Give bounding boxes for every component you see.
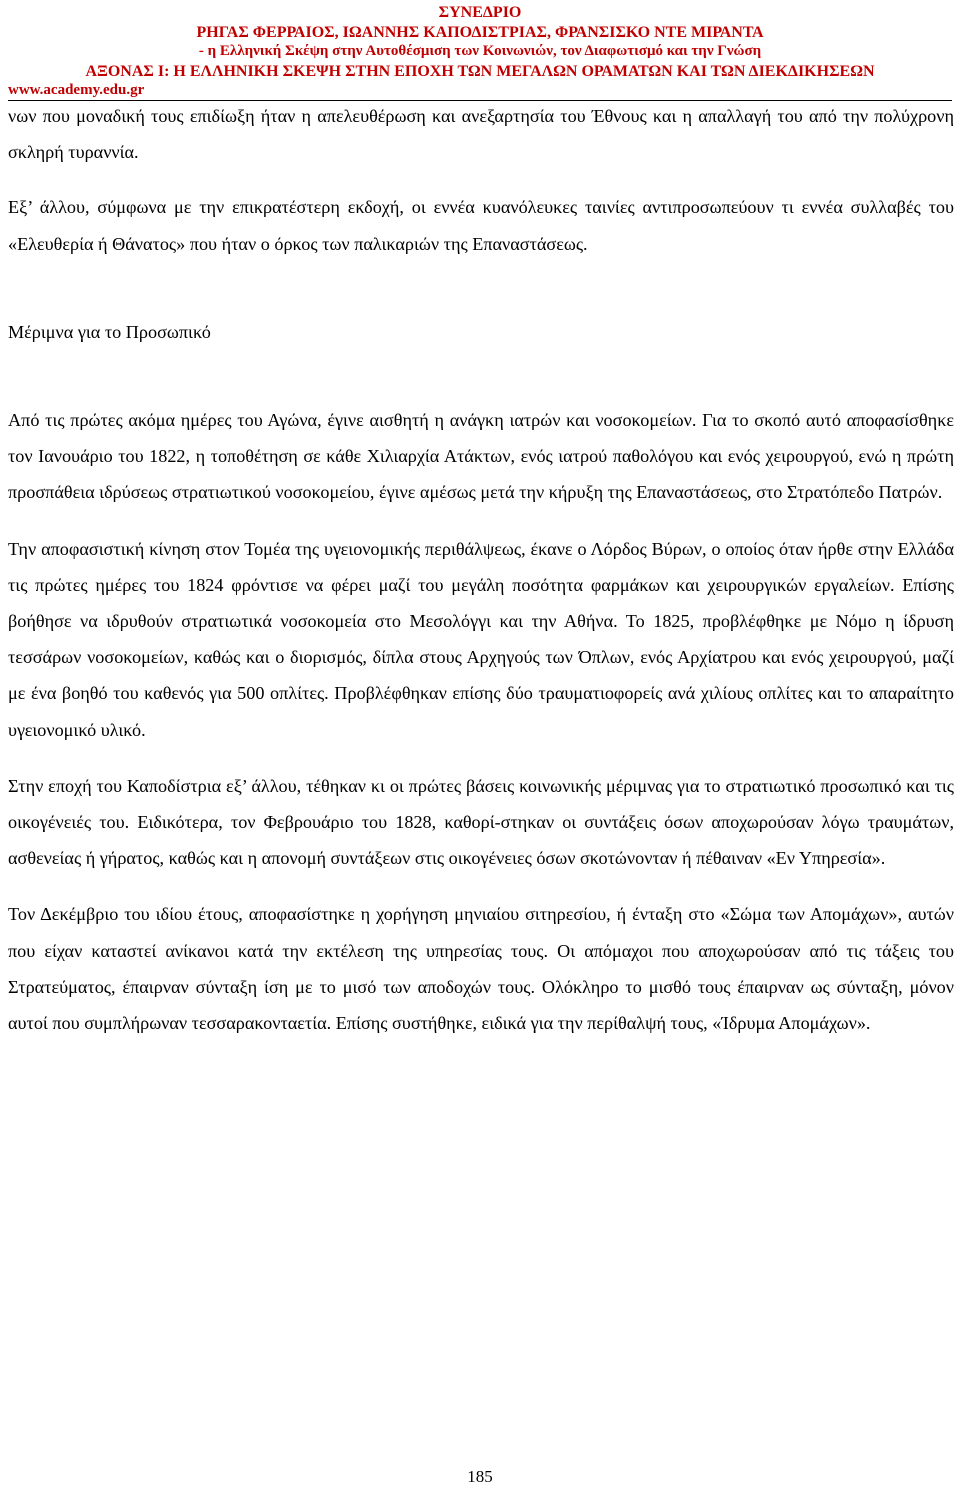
section-heading: Μέριμνα για το Προσωπικό (8, 321, 211, 342)
paragraph: νων που μοναδική τους επιδίωξη ήταν η απελευθέρωση και ανεξαρτησία του Έθνους και η απαλλαγή του από την πολύχρονη σκληρή τυραννία. (8, 106, 954, 163)
page-number: 185 (467, 1467, 493, 1486)
conference-names: ΡΗΓΑΣ ΦΕΡΡΑΙΟΣ, ΙΩΑΝΝΗΣ ΚΑΠΟΔΙΣΤΡΙΑΣ, ΦΡΑΝΣΙΣΚΟ ΝΤΕ ΜΙΡΑΝΤΑ (196, 23, 764, 41)
axis-title: ΑΞΟΝΑΣ Ι: Η ΕΛΛΗΝΙΚΗ ΣΚΕΨΗ ΣΤΗΝ ΕΠΟΧΗ ΤΩΝ ΜΕΓΑΛΩΝ ΟΡΑΜΑΤΩΝ ΚΑΙ ΤΩΝ ΔΙΕΚΔΙΚΗΣΕΩΝ (85, 62, 875, 80)
page-header (0, 3, 960, 101)
paragraph: Τον Δεκέμβριο του ιδίου έτους, αποφασίστηκε η χορήγηση μηνιαίου σιτηρεσίου, ή ένταξη στο «Σώμα των Απομάχων», αυτών που είχαν καταστεί ανίκανοι κατά την εκτέλεση της υπηρεσίας τους. Οι απόμαχοι που αποχωρούσαν από τις τάξεις του Στρατεύματος, έπαιρναν σύνταξη ίση με το μισό των αποδοχών τους. Ολόκληρο το μισθό τους έπαιρναν ως σύνταξη, μόνον αυτοί που συμπλήρωναν τεσσαρακονταετία. Επίσης συστήθηκε, ειδικά για την περίθαλψή τους, «Ίδρυμα Απομάχων». (8, 904, 954, 1034)
paragraph: Την αποφασιστική κίνηση στον Τομέα της υγειονομικής περιθάλψεως, έκανε ο Λόρδος Βύρων, ο οποίος όταν ήρθε στην Ελλάδα τις πρώτες ημέρες του 1824 φρόντισε να φέρει μαζί του μεγάλη ποσότητα φαρμάκων και χειρουργικών εργαλείων. Επίσης βοήθησε να ιδρυθούν στρατιωτικά νοσοκομεία στο Μεσολόγγι και την Αθήνα. Το 1825, προβλέφθηκε με Νόμο η ίδρυση τεσσάρων νοσοκομείων, καθώς και ο διορισμός, δίπλα στους Αρχηγούς των Όπλων, ενός Αρχίατρου και ενός χειρουργού, μαζί με ένα βοηθό του καθενός για 500 οπλίτες. Προβλέφθηκαν επίσης δύο τραυματιοφορείς ανά χιλίους οπλίτες και το απαραίτητο υγειονομικό υλικό. (8, 538, 954, 740)
paragraph: Εξ’ άλλου, σύμφωνα με την επικρατέστερη εκδοχή, οι εννέα κυανόλευκες ταινίες αντιπροσωπεύουν τι εννέα συλλαβές του «Ελευθερία ή Θάνατος» που ήταν ο όρκος των παλικαριών της Επαναστάσεως. (8, 197, 954, 254)
document-body (8, 98, 954, 1041)
website-link[interactable]: www.academy.edu.gr (8, 82, 145, 98)
conference-title: ΣΥΝΕΔΡΙΟ (438, 4, 522, 21)
paragraph: Από τις πρώτες ακόμα ημέρες του Αγώνα, έγινε αισθητή η ανάγκη ιατρών και νοσοκομείων. Για το σκοπό αυτό αποφασίσθηκε τον Ιανουάριο του 1822, η τοποθέτηση σε κάθε Χιλιαρχία Ατάκτων, ενός ιατρού παθολόγου και ενός χειρουργού, ενώ η πρώτη προσπάθεια ιδρύσεως στρατιωτικού νοσοκομείου, έγινε αμέσως μετά την κήρυξη της Επαναστάσεως, στο Στρατόπεδο Πατρών. (8, 410, 954, 503)
conference-subtitle: - η Ελληνική Σκέψη στην Αυτοθέσμιση των Κοινωνιών, τον Διαφωτισμό και την Γνώση (198, 43, 762, 59)
paragraph: Στην εποχή του Καποδίστρια εξ’ άλλου, τέθηκαν κι οι πρώτες βάσεις κοινωνικής μέριμνας για το στρατιωτικό προσωπικό και τις οικογένειές του. Ειδικότερα, τον Φεβρουάριο του 1828, καθορί-στηκαν οι συντάξεις όσων αποχωρούσαν λόγω τραυμάτων, ασθενείας ή γήρατος, καθώς και η απονομή συντάξεων στις οικογένειες όσων σκοτώνονταν ή πέθαιναν «Εν Υπηρεσία». (8, 775, 954, 869)
